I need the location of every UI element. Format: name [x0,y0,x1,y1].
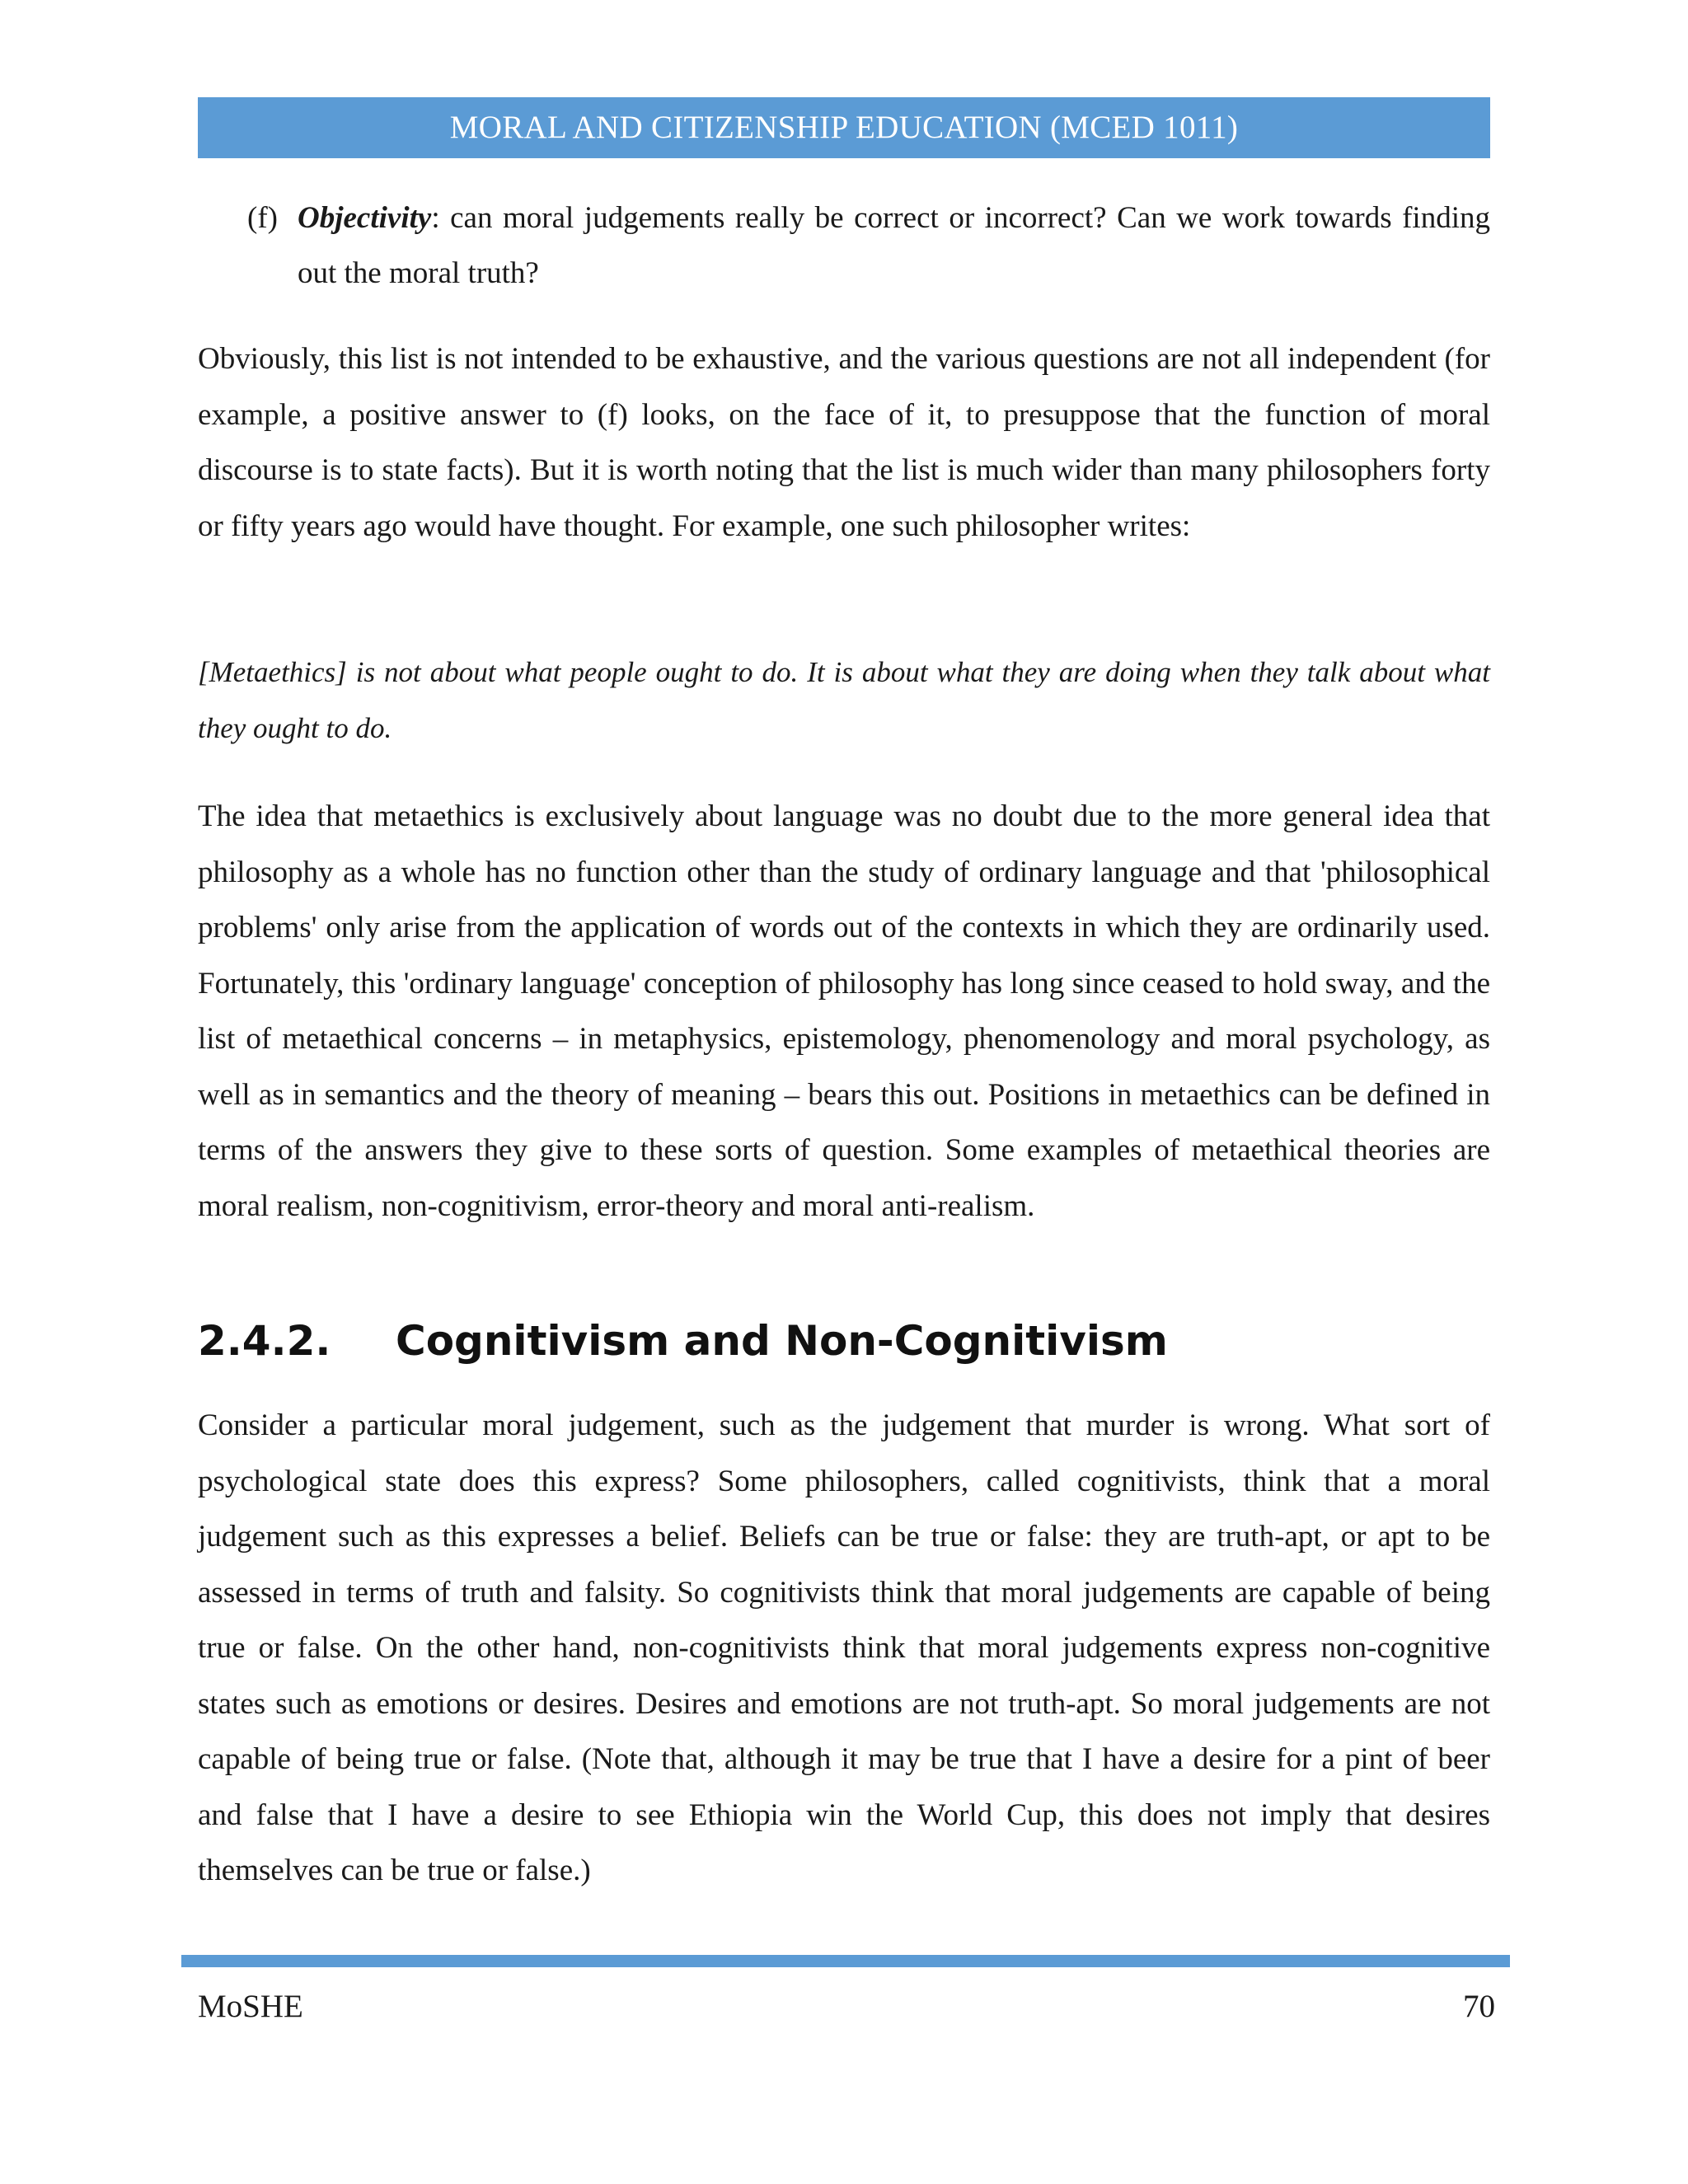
section-heading [198,1314,1168,1368]
section-number: 2.4.2. [198,1317,331,1365]
list-item-term: Objectivity [298,201,432,235]
list-item-text: : can moral judgements really be correct or incorrect? Can we work towards finding out the moral truth? [298,201,1490,290]
list-marker: (f) [247,201,278,235]
list-item-f [247,190,1490,301]
paragraph-1: Obviously, this list is not intended to be exhaustive, and the various questions are not all independent (for example, a positive answer to (f) looks, on the face of it, to presuppose that the function of moral discourse is to state facts). But it is worth noting that the list is much wider than many philosophers forty or fifty years ago would have thought. For example, one such philosopher writes: [198,342,1490,543]
footer-publisher: MoSHE [198,1989,303,2024]
footer-divider [181,1955,1510,1967]
paragraph-2: The idea that metaethics is exclusively about language was no doubt due to the more general idea that philosophy as a whole has no function other than the study of ordinary language and that 'philosophical problems' only arise from the application of words out of the contexts in which they are ordinarily used. Fortunately, this 'ordinary language' conception of philosophy has long since ceased to hold sway, and the list of metaethical concerns – in metaphysics, epistemology, phenomenology and moral psychology, as well as in semantics and the theory of meaning – bears this out. Positions in metaethics can be defined in terms of the answers they give to these sorts of question. Some examples of metaethical theories are moral realism, non-cognitivism, error-theory and moral anti-realism. [198,799,1490,1223]
header-title: MORAL AND CITIZENSHIP EDUCATION (MCED 1011) [449,110,1239,145]
page-header [198,97,1490,158]
page-number: 70 [1463,1989,1495,2024]
block-quote: [Metaethics] is not about what people ought to do. It is about what they are doing when they talk about what they ought to do. [198,656,1490,744]
section-title: Cognitivism and Non-Cognitivism [396,1317,1168,1365]
list-item-content [298,190,1490,301]
paragraph-3: Consider a particular moral judgement, such as the judgement that murder is wrong. What sort of psychological state does this express? Some philosophers, called cognitivists, think that a moral judgement such as this expresses a belief. Beliefs can be true or false: they are truth-apt, or apt to be assessed in terms of truth and falsity. So cognitivists think that moral judgements are capable of being true or false. On the other hand, non-cognitivists think that moral judgements express non-cognitive states such as emotions or desires. Desires and emotions are not truth-apt. So moral judgements are not capable of being true or false. (Note that, although it may be true that I have a desire for a pint of beer and false that I have a desire to see Ethiopia win the World Cup, this does not imply that desires themselves can be true or false.) [198,1408,1490,1887]
